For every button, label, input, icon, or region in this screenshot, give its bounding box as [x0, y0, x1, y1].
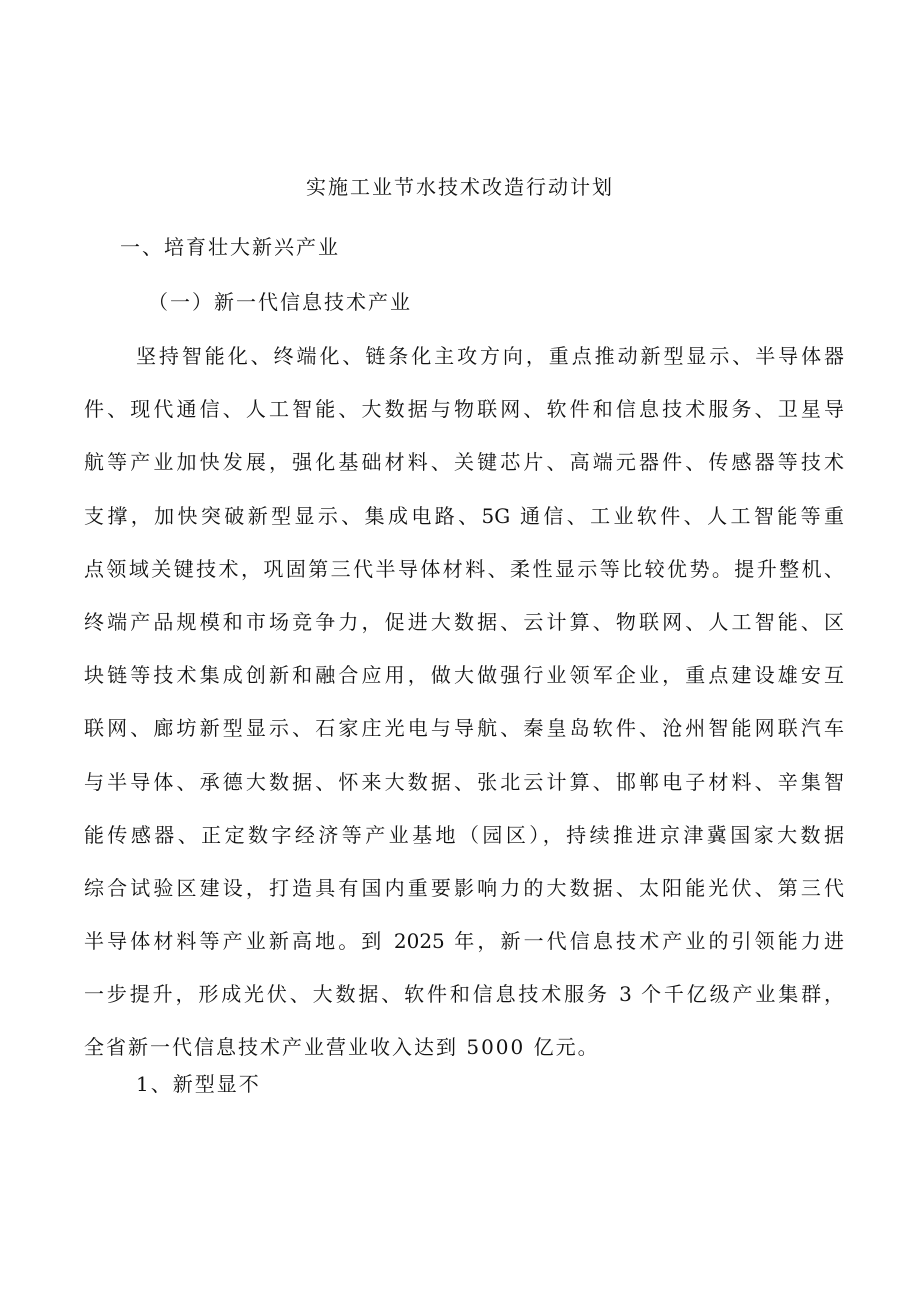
- paragraph-line: 一步提升，形成光伏、大数据、软件和信息技术服务 3 个千亿级产业集群，: [84, 982, 844, 1007]
- body-paragraph: [84, 336, 844, 1081]
- paragraph-line: 全省新一代信息技术产业营业收入达到 5000 亿元。: [84, 1035, 600, 1060]
- paragraph-line: 坚持智能化、终端化、链条化主攻方向，重点推动新型显示、半导体器: [136, 344, 844, 368]
- paragraph-line: 支撑，加快突破新型显示、集成电路、5G 通信、工业软件、人工智能等重: [84, 503, 844, 528]
- paragraph-line: 航等产业加快发展，强化基础材料、关键芯片、高端元器件、传感器等技术: [84, 450, 844, 475]
- item-heading: 1、新型显不: [136, 1072, 261, 1096]
- paragraph-line: 综合试验区建设，打造具有国内重要影响力的大数据、太阳能光伏、第三代: [84, 875, 844, 900]
- paragraph-line: 块链等技术集成创新和融合应用，做大做强行业领军企业，重点建设雄安互: [84, 663, 844, 688]
- document-title: 实施工业节水技术改造行动计划: [306, 175, 614, 199]
- paragraph-line: 点领域关键技术，巩固第三代半导体材料、柔性显示等比较优势。提升整机、: [84, 556, 844, 581]
- paragraph-line: 与半导体、承德大数据、怀来大数据、张北云计算、邯郸电子材料、辛集智: [84, 769, 844, 794]
- paragraph-line: 能传感器、正定数字经济等产业基地（园区），持续推进京津冀国家大数据: [84, 822, 844, 847]
- paragraph-line: 终端产品规模和市场竞争力，促进大数据、云计算、物联网、人工智能、区: [84, 609, 844, 634]
- paragraph-line: 联网、廊坊新型显示、石家庄光电与导航、秦皇岛软件、沧州智能网联汽车: [84, 716, 844, 741]
- section-heading: 一、培育壮大新兴产业: [120, 235, 340, 259]
- subsection-heading: （一）新一代信息技术产业: [148, 290, 412, 314]
- paragraph-line: 半导体材料等产业新高地。到 2025 年，新一代信息技术产业的引领能力进: [84, 929, 844, 954]
- paragraph-line: 件、现代通信、人工智能、大数据与物联网、软件和信息技术服务、卫星导: [84, 397, 844, 422]
